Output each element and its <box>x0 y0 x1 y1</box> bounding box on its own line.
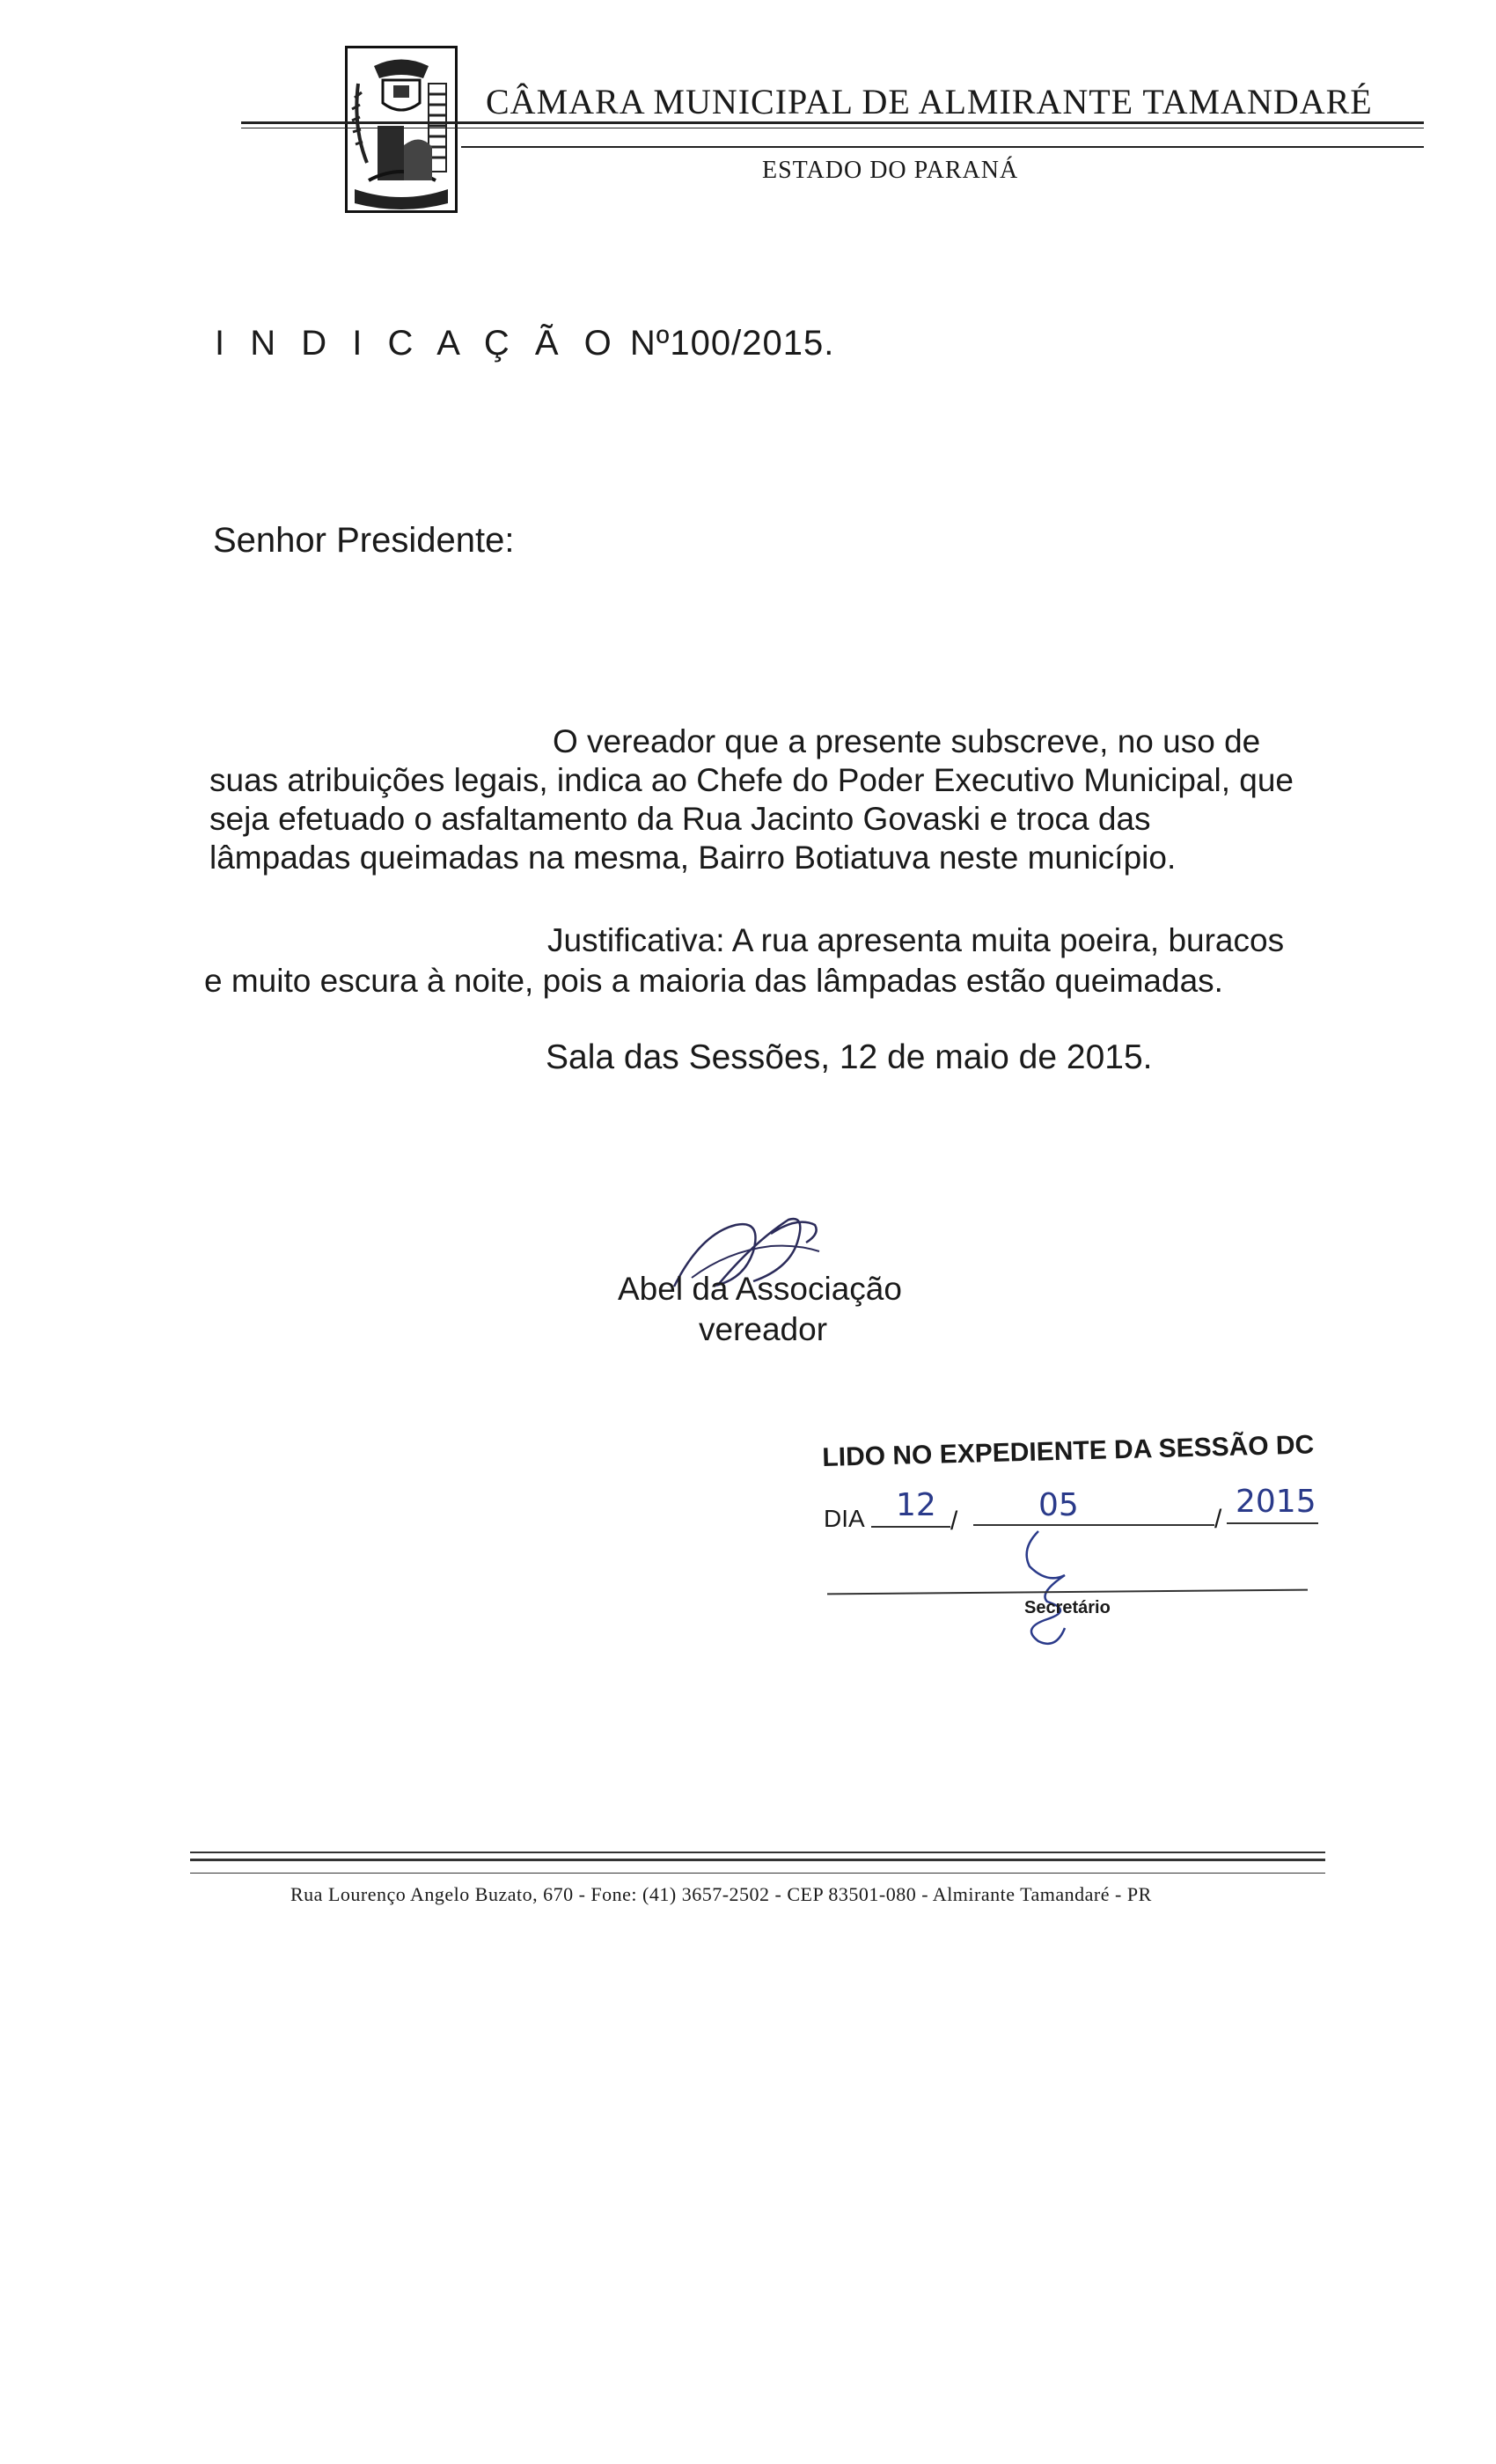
coat-of-arms-icon <box>345 46 458 213</box>
stamp-day: 12 <box>896 1487 936 1523</box>
header-title: CÂMARA MUNICIPAL DE ALMIRANTE TAMANDARÉ <box>486 82 1373 121</box>
justification-line: e muito escura à noite, pois a maioria das lâmpadas estão queimadas. <box>204 963 1223 999</box>
reading-stamp-heading: LIDO NO EXPEDIENTE DA SESSÃO DC <box>822 1430 1315 1472</box>
signer-role: vereador <box>699 1311 828 1347</box>
body-line: seja efetuado o asfaltamento da Rua Jacinto Govaski e troca das <box>209 801 1151 837</box>
justification-line: Justificativa: A rua apresenta muita poeira, buracos <box>547 922 1285 958</box>
header-subtitle: ESTADO DO PARANÁ <box>762 157 1019 184</box>
reading-stamp-day-label: DIA <box>824 1505 865 1532</box>
place-date: Sala das Sessões, 12 de maio de 2015. <box>546 1038 1153 1076</box>
stamp-year: 2015 <box>1236 1484 1316 1520</box>
header-divider <box>241 121 1424 124</box>
stamp-underline <box>973 1524 1214 1526</box>
footer-address: Rua Lourenço Angelo Buzato, 670 - Fone: (41) 3657-2502 - CEP 83501-080 - Almirante Tamandaré - PR <box>290 1883 1152 1905</box>
stamp-separator: / <box>950 1507 958 1536</box>
footer-divider <box>190 1873 1325 1874</box>
document-number <box>215 324 834 363</box>
stamp-signature-label: Secretário <box>1024 1598 1111 1617</box>
signer-name: Abel da Associação <box>618 1271 902 1307</box>
document-type-label: I N D I C A Ç Ã O <box>215 324 620 363</box>
footer-divider <box>190 1852 1325 1853</box>
header-divider <box>461 146 1424 148</box>
salutation: Senhor Presidente: <box>213 521 515 560</box>
body-line: O vereador que a presente subscreve, no uso de <box>553 723 1261 759</box>
stamp-underline <box>1227 1522 1318 1524</box>
body-line: lâmpadas queimadas na mesma, Bairro Botiatuva neste município. <box>209 840 1177 876</box>
body-line: suas atribuições legais, indica ao Chefe do Poder Executivo Municipal, que <box>209 762 1294 798</box>
stamp-separator: / <box>1214 1505 1222 1534</box>
stamp-month: 05 <box>1038 1487 1079 1523</box>
footer-divider <box>190 1859 1325 1861</box>
document-number-value: Nº100/2015. <box>629 324 835 363</box>
stamp-underline <box>871 1526 950 1528</box>
secretary-signature-icon <box>1012 1522 1082 1654</box>
